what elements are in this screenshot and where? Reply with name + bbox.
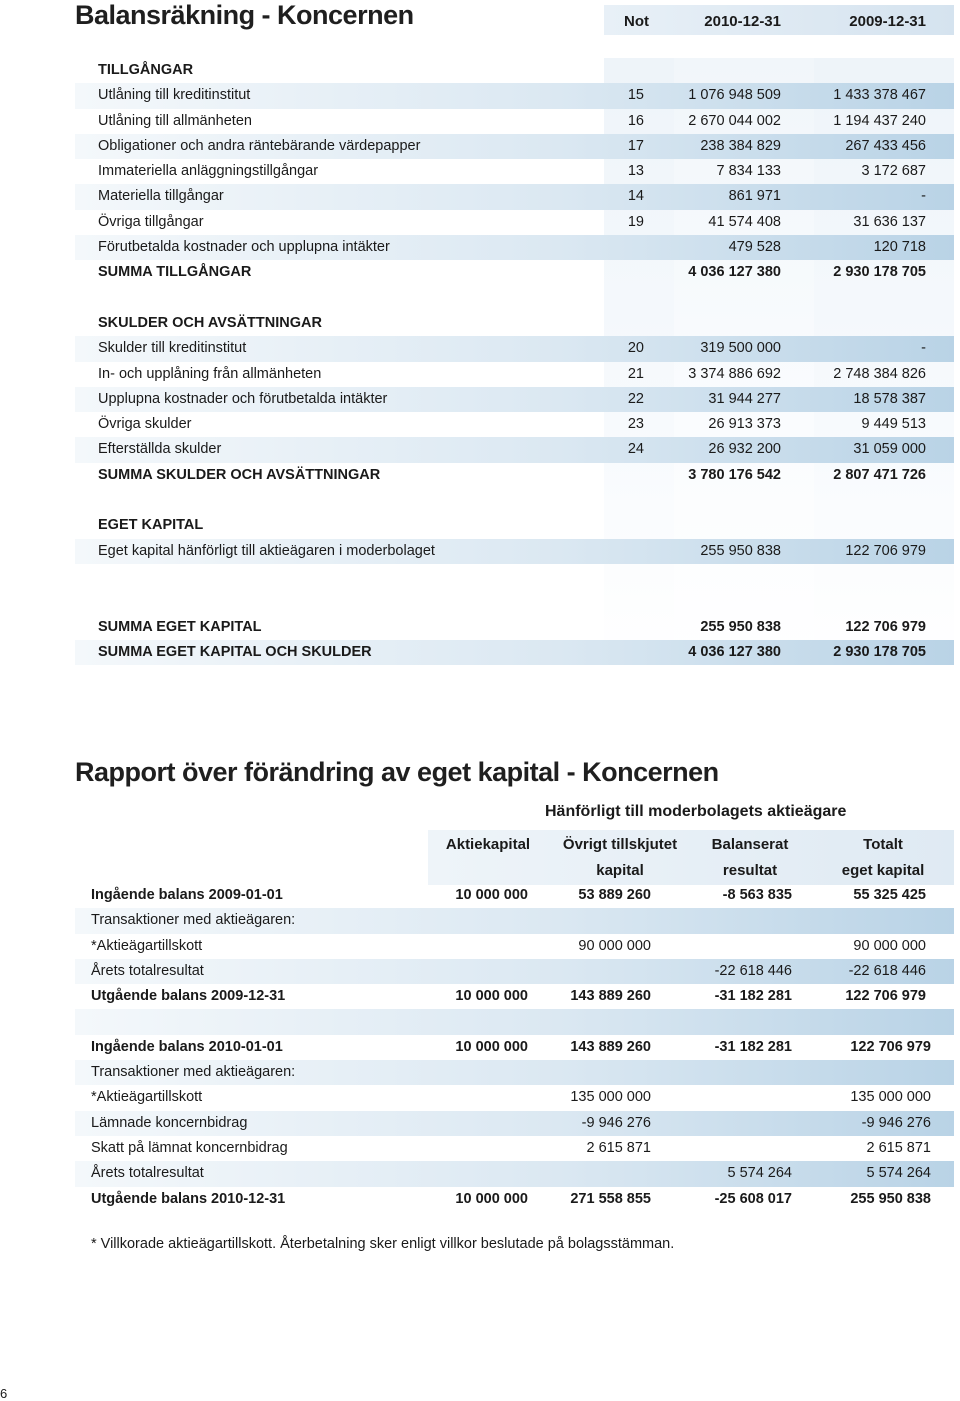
row-value-2009: 2 807 471 726	[833, 466, 926, 483]
row-note: 19	[627, 213, 644, 230]
equity-row	[75, 908, 954, 933]
equity-supheader: Hänförligt till moderbolagets aktieägare	[545, 803, 847, 820]
row-value-2009: 122 706 979	[845, 542, 926, 559]
equity-row	[75, 959, 954, 984]
row-label: *Aktieägartillskott	[91, 937, 203, 954]
equity-row	[75, 1136, 954, 1161]
value-aktiekapital: 10 000 000	[455, 1190, 528, 1207]
row-label: Utgående balans 2009-12-31	[91, 988, 286, 1005]
total-row	[75, 640, 954, 665]
row-value-2009: 1 433 378 467	[833, 87, 926, 104]
table-row	[75, 210, 954, 235]
equity-row	[75, 883, 954, 908]
equity-header-row-1	[75, 832, 954, 857]
row-note: 14	[627, 188, 644, 205]
row-value-2010: 3 780 176 542	[688, 466, 781, 483]
equity-row	[75, 984, 954, 1009]
balance-sheet-title: Balansräkning - Koncernen	[75, 0, 414, 30]
table-row	[75, 539, 954, 564]
balance-sheet-rows	[75, 58, 954, 665]
equity-row	[75, 1111, 954, 1136]
row-value-2009: 9 449 513	[861, 416, 926, 433]
value-totalt: 122 706 979	[850, 1038, 931, 1055]
value-ovrigt-kapital: -9 946 276	[581, 1114, 651, 1131]
balance-sheet	[75, 0, 954, 660]
row-value-2010: 4 036 127 380	[688, 264, 781, 281]
value-ovrigt-kapital: 271 558 855	[570, 1190, 651, 1207]
row-value-2010: 31 944 277	[708, 390, 781, 407]
equity-row	[75, 1009, 954, 1034]
value-totalt: 122 706 979	[845, 988, 926, 1005]
row-label: Lämnade koncernbidrag	[91, 1114, 248, 1131]
row-label: Upplupna kostnader och förutbetalda intäkter	[98, 390, 388, 407]
equity-header-row-2	[75, 858, 954, 883]
value-totalt: 55 325 425	[853, 887, 926, 903]
value-totalt: 5 574 264	[866, 1165, 931, 1182]
row-value-2010: 2 670 044 002	[688, 112, 781, 129]
table-row	[75, 437, 954, 462]
row-value-2009: 18 578 387	[853, 390, 926, 407]
column-header-not: Not	[624, 13, 649, 30]
header-kapital: kapital	[596, 862, 644, 879]
row-value-2010: 1 076 948 509	[688, 87, 781, 104]
row-value-2010: 3 374 886 692	[688, 365, 781, 382]
row-value-2010: 861 971	[728, 188, 781, 205]
header-aktiekapital: Aktiekapital	[445, 836, 531, 853]
value-balanserat-resultat: -8 563 835	[722, 887, 792, 903]
column-header-2010: 2010-12-31	[704, 13, 781, 30]
value-totalt: -9 946 276	[861, 1114, 931, 1131]
row-label: SUMMA SKULDER OCH AVSÄTTNINGAR	[98, 466, 381, 483]
value-ovrigt-kapital: 135 000 000	[570, 1089, 651, 1106]
value-ovrigt-kapital: 143 889 260	[570, 1038, 651, 1055]
row-label: Övriga skulder	[98, 416, 192, 433]
spacer-row	[75, 286, 954, 311]
value-aktiekapital: 10 000 000	[455, 988, 528, 1005]
row-label: Transaktioner med aktieägaren:	[91, 1064, 296, 1081]
row-value-2009: 31 059 000	[853, 441, 926, 458]
section-heading	[75, 513, 954, 538]
row-label: Skatt på lämnat koncernbidrag	[91, 1139, 288, 1156]
value-totalt: 255 950 838	[850, 1190, 931, 1207]
row-value-2009: 3 172 687	[861, 163, 926, 180]
row-value-2009: -	[921, 340, 926, 357]
row-value-2009: 2 748 384 826	[833, 365, 926, 382]
row-label: Förutbetalda kostnader och upplupna intäkter	[98, 239, 390, 256]
row-value-2009: 267 433 456	[845, 137, 926, 154]
row-value-2009: 31 636 137	[853, 213, 926, 230]
spacer-row	[75, 488, 954, 513]
row-note: 20	[627, 340, 644, 357]
row-label: In- och upplåning från allmänheten	[98, 365, 322, 382]
header-eget-kapital: eget kapital	[841, 862, 925, 879]
row-label: Utlåning till kreditinstitut	[98, 87, 251, 104]
row-note: 23	[627, 416, 644, 433]
row-label: Obligationer och andra räntebärande värdepapper	[98, 137, 421, 154]
table-row	[75, 235, 954, 260]
row-label: Övriga tillgångar	[98, 213, 204, 230]
equity-report-title: Rapport över förändring av eget kapital - Koncernen	[75, 757, 719, 787]
value-totalt: 2 615 871	[866, 1139, 931, 1156]
row-note: 16	[627, 112, 644, 129]
value-balanserat-resultat: -25 608 017	[714, 1190, 792, 1207]
row-note: 17	[627, 137, 644, 154]
spacer-row	[75, 564, 954, 589]
value-totalt: 90 000 000	[853, 937, 926, 954]
equity-row	[75, 1035, 954, 1060]
row-value-2009: 122 706 979	[845, 618, 926, 635]
table-row	[75, 109, 954, 134]
row-value-2010: 41 574 408	[708, 213, 781, 230]
row-label: SKULDER OCH AVSÄTTNINGAR	[98, 314, 322, 331]
row-label: SUMMA EGET KAPITAL	[98, 618, 262, 635]
row-label: Utgående balans 2010-12-31	[91, 1190, 286, 1207]
row-label: Skulder till kreditinstitut	[98, 340, 247, 357]
table-row	[75, 159, 954, 184]
row-value-2010: 479 528	[728, 239, 781, 256]
row-label: *Aktieägartillskott	[91, 1089, 203, 1106]
equity-row	[75, 1161, 954, 1186]
value-ovrigt-kapital: 143 889 260	[570, 988, 651, 1005]
page-number: 6	[0, 1386, 8, 1401]
row-note: 15	[627, 87, 644, 104]
table-row	[75, 362, 954, 387]
value-totalt: 135 000 000	[850, 1089, 931, 1106]
row-label: Ingående balans 2009-01-01	[91, 887, 283, 903]
header-ovrigt: Övrigt tillskjutet	[562, 836, 678, 853]
value-balanserat-resultat: -31 182 281	[714, 1038, 792, 1055]
row-value-2009: 2 930 178 705	[833, 264, 926, 281]
equity-row	[75, 1060, 954, 1085]
row-value-2010: 4 036 127 380	[688, 643, 781, 660]
row-label: Transaktioner med aktieägaren:	[91, 912, 296, 929]
value-balanserat-resultat: -31 182 281	[714, 988, 792, 1005]
row-value-2010: 7 834 133	[716, 163, 781, 180]
row-value-2010: 26 932 200	[708, 441, 781, 458]
section-heading	[75, 311, 954, 336]
value-aktiekapital: 10 000 000	[455, 887, 528, 903]
total-row	[75, 463, 954, 488]
row-label: SUMMA EGET KAPITAL OCH SKULDER	[98, 643, 372, 660]
row-label: Utlåning till allmänheten	[98, 112, 252, 129]
row-note: 13	[627, 163, 644, 180]
row-value-2009: 120 718	[873, 239, 926, 256]
row-value-2010: 255 950 838	[700, 618, 781, 635]
row-value-2009: -	[921, 188, 926, 205]
row-value-2010: 319 500 000	[700, 340, 781, 357]
equity-rows	[75, 883, 954, 1212]
header-resultat: resultat	[722, 862, 778, 879]
row-note: 24	[627, 441, 644, 458]
value-balanserat-resultat: 5 574 264	[727, 1165, 792, 1182]
value-balanserat-resultat: -22 618 446	[714, 962, 792, 979]
row-label: Årets totalresultat	[91, 1165, 204, 1182]
row-label: Efterställda skulder	[98, 441, 222, 458]
column-header-2009: 2009-12-31	[849, 13, 926, 30]
row-label: Immateriella anläggningstillgångar	[98, 163, 319, 180]
row-label: Ingående balans 2010-01-01	[91, 1038, 283, 1055]
balance-sheet-header	[75, 0, 954, 44]
table-row	[75, 412, 954, 437]
row-value-2010: 255 950 838	[700, 542, 781, 559]
row-value-2010: 26 913 373	[708, 416, 781, 433]
value-ovrigt-kapital: 53 889 260	[578, 887, 651, 903]
row-note: 22	[627, 390, 644, 407]
value-ovrigt-kapital: 90 000 000	[578, 937, 651, 954]
value-aktiekapital: 10 000 000	[455, 1038, 528, 1055]
value-ovrigt-kapital: 2 615 871	[586, 1139, 651, 1156]
footnote: * Villkorade aktieägartillskott. Återbetalning sker enligt villkor beslutade på bolagsstämman.	[91, 1236, 675, 1252]
section-heading	[75, 58, 954, 83]
row-value-2009: 2 930 178 705	[833, 643, 926, 660]
table-row	[75, 387, 954, 412]
total-row	[75, 260, 954, 285]
table-row	[75, 134, 954, 159]
value-totalt: -22 618 446	[848, 962, 926, 979]
row-label: Årets totalresultat	[91, 962, 204, 979]
table-row	[75, 184, 954, 209]
header-totalt: Totalt	[863, 836, 903, 853]
table-row	[75, 83, 954, 108]
row-label: EGET KAPITAL	[98, 517, 204, 534]
equity-row	[75, 934, 954, 959]
row-label: Eget kapital hänförligt till aktieägaren i moderbolaget	[98, 542, 435, 559]
equity-row	[75, 1187, 954, 1212]
row-value-2009: 1 194 437 240	[833, 112, 926, 129]
header-balanserat: Balanserat	[711, 836, 789, 853]
equity-row	[75, 1085, 954, 1110]
total-row	[75, 615, 954, 640]
row-value-2010: 238 384 829	[700, 137, 781, 154]
row-label: SUMMA TILLGÅNGAR	[98, 264, 252, 281]
row-label: Materiella tillgångar	[98, 188, 224, 205]
spacer-row	[75, 589, 954, 614]
row-note: 21	[627, 365, 644, 382]
table-row	[75, 336, 954, 361]
row-label: TILLGÅNGAR	[98, 62, 194, 78]
